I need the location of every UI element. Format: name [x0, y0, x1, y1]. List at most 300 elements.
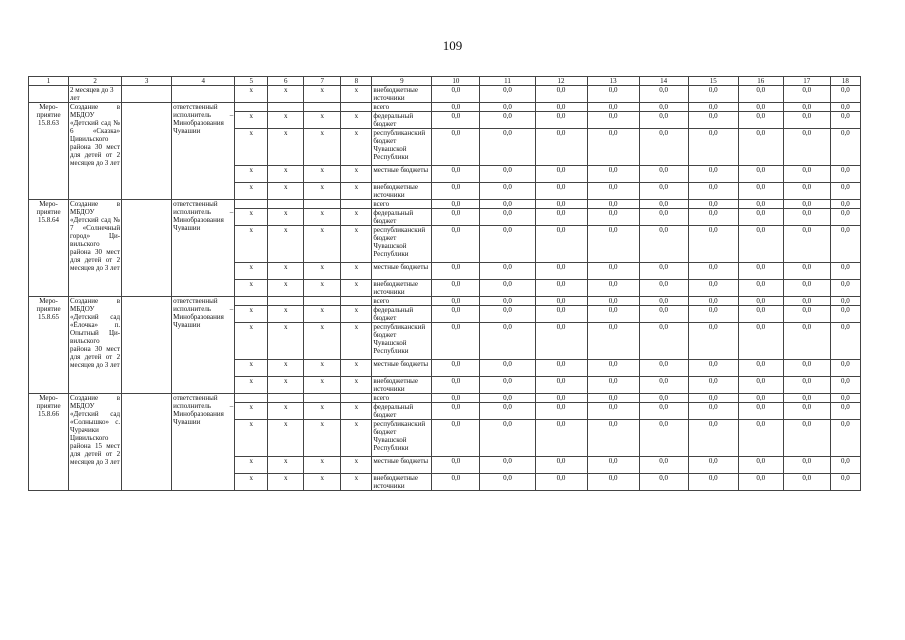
x-mark-cell: х: [304, 209, 341, 226]
value-cell: 0,0: [480, 200, 535, 209]
x-mark-cell: х: [304, 403, 341, 420]
value-cell: 0,0: [535, 129, 587, 166]
x-mark-cell: х: [304, 306, 341, 323]
value-cell: 0,0: [587, 209, 639, 226]
value-cell: 0,0: [639, 129, 688, 166]
value-cell: 0,0: [830, 280, 860, 297]
x-mark-cell: [304, 394, 341, 403]
budget-table: [28, 76, 861, 491]
value-cell: 0,0: [480, 112, 535, 129]
value-cell: 0,0: [783, 166, 830, 183]
x-mark-cell: х: [235, 183, 268, 200]
value-cell: 0,0: [688, 420, 738, 457]
value-cell: 0,0: [432, 394, 480, 403]
x-mark-cell: х: [304, 183, 341, 200]
value-cell: 0,0: [783, 297, 830, 306]
value-cell: 0,0: [639, 297, 688, 306]
value-cell: 0,0: [783, 420, 830, 457]
value-cell: 0,0: [480, 360, 535, 377]
responsible-cell: ответственный исполнитель – Минобразования Чувашии: [172, 394, 235, 491]
value-cell: 0,0: [535, 377, 587, 394]
funding-source-cell: местные бюджеты: [372, 263, 432, 280]
funding-source-cell: внебюджетные источники: [372, 377, 432, 394]
column-header: 11: [480, 77, 535, 86]
x-mark-cell: х: [268, 403, 304, 420]
value-cell: 0,0: [587, 226, 639, 263]
funding-source-cell: местные бюджеты: [372, 360, 432, 377]
funding-source-cell: республиканский бюджет Чувашской Республики: [372, 226, 432, 263]
x-mark-cell: х: [304, 86, 341, 103]
column-header: 13: [587, 77, 639, 86]
value-cell: 0,0: [587, 183, 639, 200]
value-cell: 0,0: [783, 280, 830, 297]
funding-source-cell: внебюджетные источники: [372, 86, 432, 103]
table-row: [29, 394, 861, 403]
x-mark-cell: х: [304, 129, 341, 166]
value-cell: 0,0: [688, 263, 738, 280]
value-cell: 0,0: [480, 377, 535, 394]
value-cell: 0,0: [783, 200, 830, 209]
value-cell: 0,0: [639, 200, 688, 209]
value-cell: 0,0: [480, 183, 535, 200]
value-cell: 0,0: [587, 129, 639, 166]
x-mark-cell: х: [341, 86, 372, 103]
x-mark-cell: х: [341, 457, 372, 474]
value-cell: 0,0: [587, 420, 639, 457]
event-code-cell: Мероприятие 15.8.63: [29, 103, 69, 200]
x-mark-cell: х: [268, 129, 304, 166]
value-cell: 0,0: [639, 183, 688, 200]
x-mark-cell: х: [304, 323, 341, 360]
value-cell: 0,0: [639, 226, 688, 263]
column-header: 6: [268, 77, 304, 86]
value-cell: 0,0: [688, 403, 738, 420]
x-mark-cell: [235, 103, 268, 112]
value-cell: 0,0: [639, 420, 688, 457]
x-mark-cell: х: [341, 474, 372, 491]
value-cell: 0,0: [783, 263, 830, 280]
x-mark-cell: [268, 103, 304, 112]
value-cell: 0,0: [432, 360, 480, 377]
table-body: [29, 86, 861, 491]
x-mark-cell: [304, 103, 341, 112]
value-cell: 0,0: [432, 112, 480, 129]
funding-source-cell: федеральный бюджет: [372, 112, 432, 129]
value-cell: 0,0: [688, 103, 738, 112]
table-row: [29, 103, 861, 112]
x-mark-cell: х: [235, 403, 268, 420]
x-mark-cell: [341, 103, 372, 112]
x-mark-cell: х: [268, 112, 304, 129]
x-mark-cell: х: [304, 377, 341, 394]
value-cell: 0,0: [688, 457, 738, 474]
x-mark-cell: х: [268, 280, 304, 297]
x-mark-cell: х: [268, 209, 304, 226]
value-cell: 0,0: [480, 306, 535, 323]
value-cell: 0,0: [688, 112, 738, 129]
value-cell: 0,0: [535, 306, 587, 323]
table-row: [29, 86, 861, 103]
value-cell: 0,0: [587, 103, 639, 112]
funding-source-cell: местные бюджеты: [372, 457, 432, 474]
value-cell: 0,0: [830, 323, 860, 360]
value-cell: 0,0: [738, 420, 783, 457]
value-cell: 0,0: [587, 474, 639, 491]
value-cell: 0,0: [783, 377, 830, 394]
x-mark-cell: х: [341, 112, 372, 129]
value-cell: 0,0: [783, 86, 830, 103]
x-mark-cell: х: [235, 457, 268, 474]
value-cell: 0,0: [830, 263, 860, 280]
value-cell: 0,0: [830, 103, 860, 112]
x-mark-cell: х: [235, 263, 268, 280]
x-mark-cell: х: [304, 420, 341, 457]
value-cell: 0,0: [639, 403, 688, 420]
value-cell: 0,0: [738, 112, 783, 129]
x-mark-cell: х: [341, 209, 372, 226]
column-header: 10: [432, 77, 480, 86]
value-cell: 0,0: [738, 226, 783, 263]
value-cell: 0,0: [535, 280, 587, 297]
value-cell: 0,0: [783, 394, 830, 403]
value-cell: 0,0: [830, 457, 860, 474]
event-name-cell: Создание в МБДОУ «Детский сад «Солнышко» с. Чурачики Цивильского района 15 мест для детей от 2 месяцев до 3 лет: [69, 394, 122, 491]
value-cell: 0,0: [738, 297, 783, 306]
x-mark-cell: х: [235, 360, 268, 377]
value-cell: 0,0: [688, 200, 738, 209]
value-cell: 0,0: [432, 474, 480, 491]
value-cell: 0,0: [480, 394, 535, 403]
x-mark-cell: х: [304, 474, 341, 491]
value-cell: 0,0: [688, 280, 738, 297]
value-cell: 0,0: [587, 306, 639, 323]
value-cell: 0,0: [639, 280, 688, 297]
funding-source-cell: внебюджетные источники: [372, 474, 432, 491]
value-cell: 0,0: [783, 306, 830, 323]
x-mark-cell: х: [304, 226, 341, 263]
table-row: [29, 200, 861, 209]
value-cell: 0,0: [587, 112, 639, 129]
column-header: 16: [738, 77, 783, 86]
value-cell: 0,0: [535, 86, 587, 103]
value-cell: 0,0: [535, 209, 587, 226]
value-cell: 0,0: [830, 112, 860, 129]
value-cell: 0,0: [830, 297, 860, 306]
funding-source-cell: федеральный бюджет: [372, 306, 432, 323]
x-mark-cell: [235, 394, 268, 403]
value-cell: 0,0: [738, 323, 783, 360]
x-mark-cell: х: [268, 457, 304, 474]
value-cell: 0,0: [432, 200, 480, 209]
value-cell: 0,0: [830, 403, 860, 420]
value-cell: 0,0: [587, 394, 639, 403]
column-header: 14: [639, 77, 688, 86]
value-cell: 0,0: [830, 377, 860, 394]
x-mark-cell: х: [341, 280, 372, 297]
value-cell: 0,0: [738, 200, 783, 209]
x-mark-cell: х: [235, 306, 268, 323]
event-code-cell: [29, 86, 69, 103]
value-cell: 0,0: [480, 323, 535, 360]
value-cell: 0,0: [738, 263, 783, 280]
value-cell: 0,0: [830, 306, 860, 323]
value-cell: 0,0: [830, 129, 860, 166]
value-cell: 0,0: [535, 263, 587, 280]
value-cell: 0,0: [535, 457, 587, 474]
value-cell: 0,0: [535, 183, 587, 200]
funding-source-cell: всего: [372, 297, 432, 306]
x-mark-cell: х: [341, 306, 372, 323]
value-cell: 0,0: [432, 166, 480, 183]
value-cell: 0,0: [688, 183, 738, 200]
value-cell: 0,0: [783, 209, 830, 226]
x-mark-cell: х: [341, 183, 372, 200]
x-mark-cell: х: [235, 420, 268, 457]
funding-source-cell: всего: [372, 103, 432, 112]
table-header: [29, 77, 861, 86]
value-cell: 0,0: [535, 166, 587, 183]
value-cell: 0,0: [587, 403, 639, 420]
x-mark-cell: х: [341, 226, 372, 263]
x-mark-cell: [235, 200, 268, 209]
x-mark-cell: х: [268, 166, 304, 183]
value-cell: 0,0: [480, 403, 535, 420]
value-cell: 0,0: [830, 166, 860, 183]
value-cell: 0,0: [432, 457, 480, 474]
empty-cell: [122, 297, 172, 394]
x-mark-cell: х: [268, 183, 304, 200]
value-cell: 0,0: [432, 209, 480, 226]
funding-source-cell: местные бюджеты: [372, 166, 432, 183]
x-mark-cell: х: [341, 263, 372, 280]
funding-source-cell: федеральный бюджет: [372, 403, 432, 420]
value-cell: 0,0: [738, 129, 783, 166]
value-cell: 0,0: [738, 457, 783, 474]
x-mark-cell: [268, 297, 304, 306]
column-header: 9: [372, 77, 432, 86]
x-mark-cell: х: [268, 420, 304, 457]
value-cell: 0,0: [639, 394, 688, 403]
x-mark-cell: х: [235, 280, 268, 297]
value-cell: 0,0: [480, 457, 535, 474]
value-cell: 0,0: [432, 86, 480, 103]
column-header: 12: [535, 77, 587, 86]
value-cell: 0,0: [830, 394, 860, 403]
value-cell: 0,0: [783, 226, 830, 263]
event-name-cell: Создание в МБДОУ «Детский сад № 7 «Солнечный город» Цивильского района 30 мест для детей от 2 месяцев до 3 лет: [69, 200, 122, 297]
value-cell: 0,0: [738, 209, 783, 226]
value-cell: 0,0: [738, 280, 783, 297]
x-mark-cell: х: [268, 306, 304, 323]
value-cell: 0,0: [587, 323, 639, 360]
value-cell: 0,0: [432, 183, 480, 200]
x-mark-cell: х: [268, 226, 304, 263]
value-cell: 0,0: [587, 280, 639, 297]
funding-source-cell: всего: [372, 200, 432, 209]
value-cell: 0,0: [432, 403, 480, 420]
value-cell: 0,0: [587, 457, 639, 474]
x-mark-cell: [235, 297, 268, 306]
value-cell: 0,0: [432, 297, 480, 306]
value-cell: 0,0: [738, 474, 783, 491]
value-cell: 0,0: [639, 323, 688, 360]
x-mark-cell: х: [235, 112, 268, 129]
value-cell: 0,0: [480, 280, 535, 297]
funding-source-cell: внебюджетные источники: [372, 183, 432, 200]
value-cell: 0,0: [783, 103, 830, 112]
value-cell: 0,0: [480, 263, 535, 280]
value-cell: 0,0: [783, 323, 830, 360]
value-cell: 0,0: [738, 86, 783, 103]
value-cell: 0,0: [535, 297, 587, 306]
value-cell: 0,0: [783, 403, 830, 420]
empty-cell: [122, 103, 172, 200]
empty-cell: [122, 86, 172, 103]
x-mark-cell: х: [304, 112, 341, 129]
column-header: 18: [830, 77, 860, 86]
x-mark-cell: х: [304, 280, 341, 297]
value-cell: 0,0: [830, 200, 860, 209]
value-cell: 0,0: [432, 420, 480, 457]
x-mark-cell: х: [341, 403, 372, 420]
x-mark-cell: х: [235, 226, 268, 263]
value-cell: 0,0: [783, 457, 830, 474]
column-header: 7: [304, 77, 341, 86]
x-mark-cell: х: [235, 323, 268, 360]
x-mark-cell: х: [268, 263, 304, 280]
event-name-cell: Создание в МБДОУ «Детский сад «Ёлочка» п. Опытный Цивильского района 30 мест для детей от 2 месяцев до 3 лет: [69, 297, 122, 394]
table-row: [29, 297, 861, 306]
x-mark-cell: х: [268, 360, 304, 377]
value-cell: 0,0: [688, 166, 738, 183]
value-cell: 0,0: [830, 226, 860, 263]
column-header: 5: [235, 77, 268, 86]
value-cell: 0,0: [480, 474, 535, 491]
value-cell: 0,0: [480, 420, 535, 457]
value-cell: 0,0: [688, 474, 738, 491]
event-name-cell: Создание в МБДОУ «Детский сад № 6 «Сказка» Цивильского района 30 мест для детей от 2 месяцев до 3 лет: [69, 103, 122, 200]
value-cell: 0,0: [738, 166, 783, 183]
value-cell: 0,0: [535, 360, 587, 377]
page-number: 109: [442, 38, 463, 53]
x-mark-cell: х: [235, 474, 268, 491]
x-mark-cell: [268, 394, 304, 403]
value-cell: 0,0: [432, 280, 480, 297]
value-cell: 0,0: [535, 474, 587, 491]
column-header: 4: [172, 77, 235, 86]
value-cell: 0,0: [738, 403, 783, 420]
funding-source-cell: республиканский бюджет Чувашской Республики: [372, 323, 432, 360]
value-cell: 0,0: [639, 263, 688, 280]
value-cell: 0,0: [830, 360, 860, 377]
event-code-cell: Мероприятие 15.8.66: [29, 394, 69, 491]
responsible-cell: ответственный исполнитель – Минобразования Чувашии: [172, 200, 235, 297]
value-cell: 0,0: [535, 323, 587, 360]
value-cell: 0,0: [480, 209, 535, 226]
value-cell: 0,0: [688, 86, 738, 103]
value-cell: 0,0: [535, 420, 587, 457]
value-cell: 0,0: [639, 457, 688, 474]
value-cell: 0,0: [480, 129, 535, 166]
value-cell: 0,0: [738, 394, 783, 403]
x-mark-cell: х: [304, 457, 341, 474]
value-cell: 0,0: [830, 86, 860, 103]
x-mark-cell: х: [341, 166, 372, 183]
x-mark-cell: х: [341, 377, 372, 394]
value-cell: 0,0: [738, 183, 783, 200]
value-cell: 0,0: [587, 360, 639, 377]
event-code-cell: Мероприятие 15.8.64: [29, 200, 69, 297]
x-mark-cell: х: [235, 209, 268, 226]
responsible-cell: ответственный исполнитель – Минобразования Чувашии: [172, 103, 235, 200]
value-cell: 0,0: [432, 129, 480, 166]
x-mark-cell: х: [268, 323, 304, 360]
x-mark-cell: [341, 394, 372, 403]
value-cell: 0,0: [639, 474, 688, 491]
x-mark-cell: х: [341, 360, 372, 377]
value-cell: 0,0: [587, 86, 639, 103]
value-cell: 0,0: [432, 103, 480, 112]
value-cell: 0,0: [830, 474, 860, 491]
value-cell: 0,0: [783, 360, 830, 377]
x-mark-cell: х: [268, 474, 304, 491]
value-cell: 0,0: [480, 297, 535, 306]
event-code-cell: Мероприятие 15.8.65: [29, 297, 69, 394]
value-cell: 0,0: [738, 306, 783, 323]
funding-source-cell: всего: [372, 394, 432, 403]
value-cell: 0,0: [639, 166, 688, 183]
value-cell: 0,0: [688, 306, 738, 323]
value-cell: 0,0: [535, 103, 587, 112]
value-cell: 0,0: [783, 474, 830, 491]
value-cell: 0,0: [688, 129, 738, 166]
funding-source-cell: внебюджетные источники: [372, 280, 432, 297]
x-mark-cell: х: [341, 323, 372, 360]
value-cell: 0,0: [639, 86, 688, 103]
x-mark-cell: х: [341, 129, 372, 166]
value-cell: 0,0: [639, 306, 688, 323]
value-cell: 0,0: [480, 103, 535, 112]
value-cell: 0,0: [535, 112, 587, 129]
value-cell: 0,0: [432, 263, 480, 280]
column-header: 3: [122, 77, 172, 86]
value-cell: 0,0: [688, 394, 738, 403]
column-header: 17: [783, 77, 830, 86]
funding-source-cell: федеральный бюджет: [372, 209, 432, 226]
value-cell: 0,0: [830, 420, 860, 457]
x-mark-cell: х: [304, 166, 341, 183]
x-mark-cell: [341, 200, 372, 209]
empty-cell: [122, 200, 172, 297]
funding-source-cell: республиканский бюджет Чувашской Республики: [372, 129, 432, 166]
x-mark-cell: х: [235, 377, 268, 394]
value-cell: 0,0: [688, 297, 738, 306]
value-cell: 0,0: [688, 377, 738, 394]
responsible-cell: ответственный исполнитель – Минобразования Чувашии: [172, 297, 235, 394]
x-mark-cell: х: [304, 360, 341, 377]
value-cell: 0,0: [432, 306, 480, 323]
value-cell: 0,0: [639, 360, 688, 377]
empty-cell: [122, 394, 172, 491]
value-cell: 0,0: [639, 209, 688, 226]
x-mark-cell: х: [304, 263, 341, 280]
event-name-cell: 2 месяцев до 3 лет: [69, 86, 122, 103]
value-cell: 0,0: [783, 129, 830, 166]
value-cell: 0,0: [830, 183, 860, 200]
x-mark-cell: х: [268, 377, 304, 394]
value-cell: 0,0: [535, 200, 587, 209]
value-cell: 0,0: [432, 377, 480, 394]
